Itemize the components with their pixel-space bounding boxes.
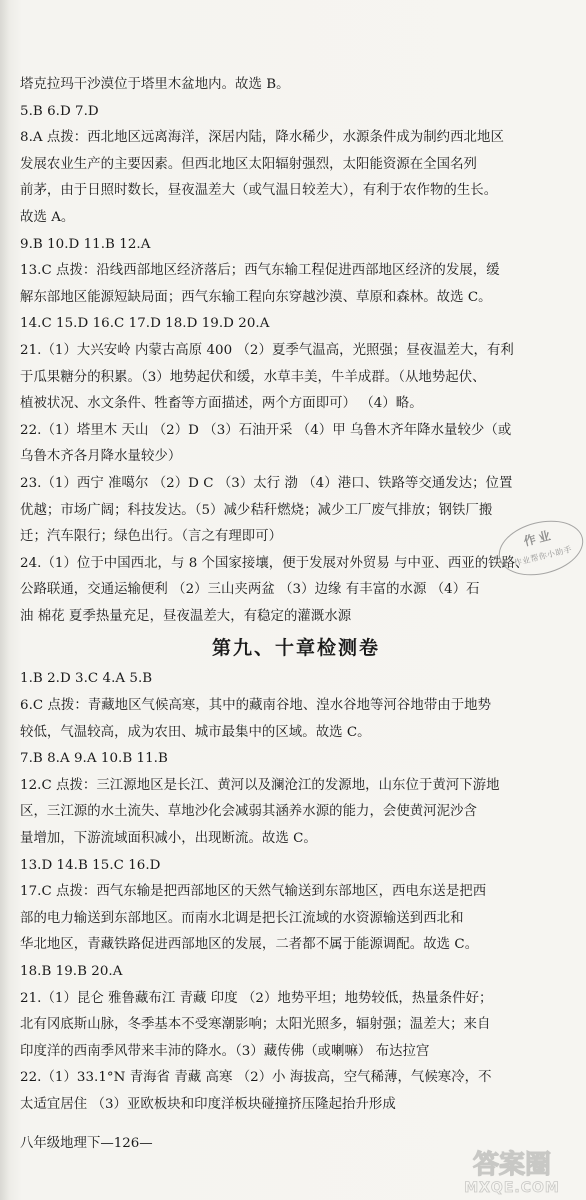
text-line: 12.C 点拨：三江源地区是长江、黄河以及澜沧江的发源地，山东位于黄河下游地 [20,777,500,793]
text-line: 8.A 点拨：西北地区远离海洋，深居内陆，降水稀少，水源条件成为制约西北地区 [20,130,504,146]
text-line: 解东部地区能源短缺局面；西气东输工程向东穿越沙漠、草原和森林。故选 C。 [20,289,492,305]
text-line: 公路联通，交通运输便利 （2）三山夹两盆 （3）边缘 有丰富的水源 （4）石 [20,582,480,598]
text-line: 乌鲁木齐各月降水量较少） [20,449,182,465]
text-line: 华北地区，青藏铁路促进西部地区的发展，二者都不属于能源调配。故选 C。 [20,937,479,953]
section-title: 第九、十章检测卷 [211,637,380,660]
text-line: 13.C 点拨：沿线西部地区经济落后；西气东输工程促进西部地区经济的发展，缓 [20,263,500,279]
text-line: 前茅，由于日照时数长，昼夜温差大（或气温日较差大），有利于农作物的生长。 [20,183,498,199]
text-line: 22.（1）33.1°N 青海省 青藏 高寒 （2）小 海拔高，空气稀薄，气候寒冷，不 [20,1070,492,1086]
text-line: 量增加，下游流域面积减小，出现断流。故选 C。 [20,831,317,847]
text-line: 21.（1）昆仑 雅鲁藏布江 青藏 印度 （2）地势平坦；地势较低，热量条件好； [20,990,493,1006]
text-line: 22.（1）塔里木 天山 （2）D （3）石油开采 （4）甲 乌鲁木齐年降水量较少（或 [20,422,512,438]
watermark-logo [446,1145,578,1197]
text-line: 较低，气温较高，成为农田、城市最集中的区域。故选 C。 [20,724,371,740]
text-line: 优越；市场广阔；科技发达。（5）减少秸秆燃烧；减少工厂废气排放；钢铁厂搬 [20,502,493,518]
text-line: 印度洋的西南季风带来丰沛的降水。（3）藏传佛（或喇嘛） 布达拉宫 [20,1043,430,1059]
text-line: 1.B 2.D 3.C 4.A 5.B [20,671,153,687]
text-line: 13.D 14.B 15.C 16.D [20,857,161,873]
text-line: 17.C 点拨：西气东输是把西部地区的天然气输送到东部地区，西电东送是把西 [20,884,487,900]
text-line: 21.（1）大兴安岭 内蒙古高原 400 （2）夏季气温高，光照强；昼夜温差大，有利 [20,342,514,358]
text-line: 油 棉花 夏季热量充足，昼夜温差大，有稳定的灌溉水源 [20,608,352,624]
text-line: 于瓜果糖分的积累。（3）地势起伏和缓，水草丰美，牛羊成群。（从地势起伏、 [20,369,486,385]
text-line: 18.B 19.B 20.A [20,964,123,979]
text-line: 迁；汽车限行；绿色出行。（言之有理即可） [20,529,283,545]
text-line: 5.B 6.D 7.D [20,103,99,119]
text-line: 23.（1）西宁 准噶尔 （2）D C （3）太行 渤 （4）港口、铁路等交通发达；位置 [20,475,513,491]
text-line: 植被状况、水文条件、牲畜等方面描述，两个方面即可） （4）略。 [20,396,423,412]
watermark-url: MXQE.COM [464,1180,560,1196]
text-line: 北有冈底斯山脉，冬季基本不受寒潮影响；太阳光照多，辐射强；温差大；来自 [20,1017,491,1033]
text-line: 故选 A。 [20,209,75,225]
page-footer: 八年级地理下—126— [20,1136,153,1151]
text-line: 14.C 15.D 16.C 17.D 18.D 19.D 20.A [20,316,270,332]
text-line: 24.（1）位于中国西北，与 8 个国家接壤，便于发展对外贸易 与中亚、西亚的铁路、 [20,555,529,571]
watermark-text: 答案圈 [472,1150,552,1180]
stamp-subtext: 作业帮你小助手 [513,544,574,568]
answer-content [20,72,572,1119]
text-line: 发展农业生产的主要因素。但西北地区太阳辐射强烈，太阳能资源在全国名列 [20,156,477,172]
text-line: 塔克拉玛干沙漠位于塔里木盆地内。故选 B。 [20,77,290,92]
text-line: 9.B 10.D 11.B 12.A [20,236,151,252]
text-line: 区，三江源的水土流失、草地沙化会减弱其涵养水源的能力，会使黄河泥沙含 [20,804,477,820]
text-line: 部的电力输送到东部地区。而南水北调是把长江流域的水资源输送到西北和 [20,910,464,926]
stamp-text: 作业 [522,527,555,549]
text-line: 太适宜居住 （3）亚欧板块和印度洋板块碰撞挤压隆起抬升形成 [20,1096,396,1112]
text-line: 7.B 8.A 9.A 10.B 11.B [20,751,168,767]
text-line: 6.C 点拨：青藏地区气候高寒，其中的藏南谷地、湟水谷地等河谷地带由于地势 [20,698,492,714]
